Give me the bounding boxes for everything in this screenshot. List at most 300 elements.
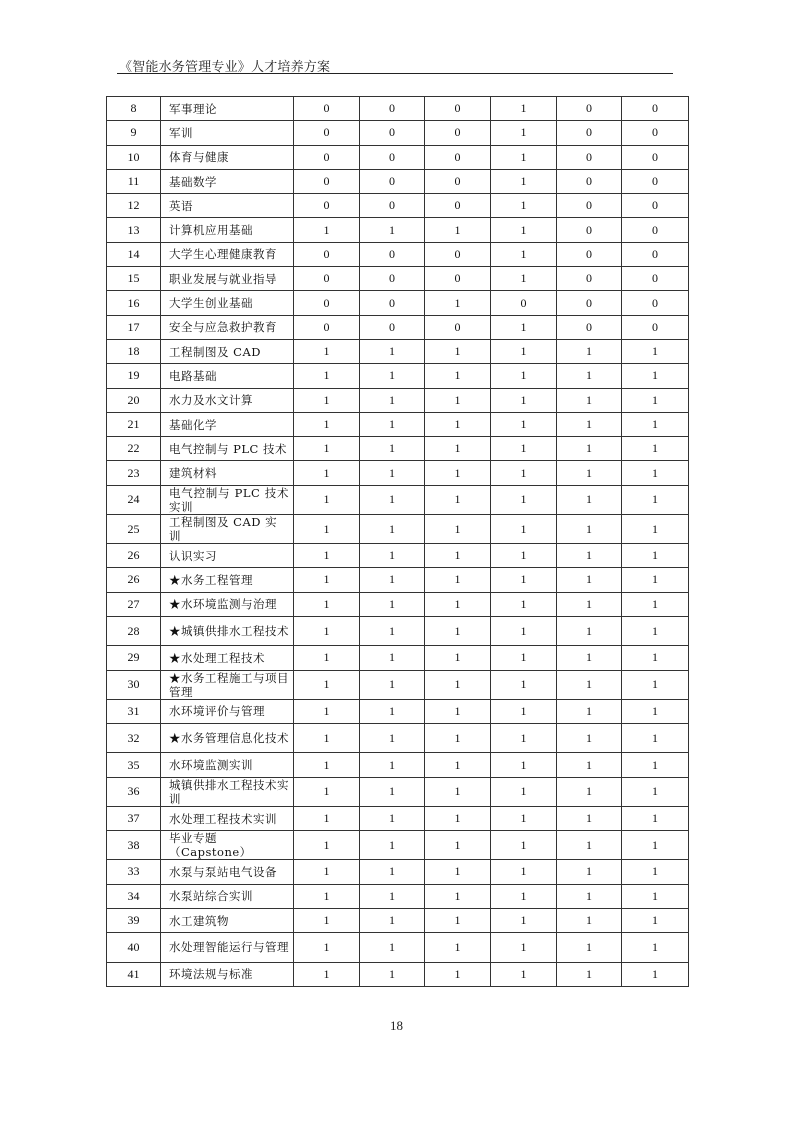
table-row [107,437,689,461]
matrix-value-cell: 1 [360,412,425,436]
matrix-value-cell: 0 [622,315,689,339]
matrix-value-cell: 1 [491,699,557,723]
matrix-value-cell: 1 [491,315,557,339]
matrix-value-cell: 0 [622,218,689,242]
matrix-value-cell: 1 [425,860,491,884]
matrix-value-cell: 1 [294,515,360,544]
matrix-value-cell: 1 [491,544,557,568]
matrix-value-cell: 0 [294,169,360,193]
matrix-value-cell: 1 [491,753,557,777]
matrix-value-cell: 1 [294,724,360,753]
row-number-cell: 39 [107,908,161,932]
row-number-cell: 35 [107,753,161,777]
matrix-value-cell: 1 [491,592,557,616]
matrix-value-cell: 1 [360,908,425,932]
course-name-cell: 基础化学 [161,412,294,436]
matrix-value-cell: 1 [360,699,425,723]
matrix-value-cell: 1 [622,412,689,436]
course-name-cell: 工程制图及 CAD [161,339,294,363]
row-number-cell: 24 [107,485,161,514]
matrix-value-cell: 1 [491,485,557,514]
matrix-value-cell: 1 [491,807,557,831]
row-number-cell: 23 [107,461,161,485]
row-number-cell: 20 [107,388,161,412]
matrix-value-cell: 1 [622,544,689,568]
matrix-value-cell: 1 [294,807,360,831]
matrix-value-cell: 1 [557,753,622,777]
matrix-value-cell: 1 [294,753,360,777]
matrix-value-cell: 1 [622,753,689,777]
matrix-value-cell: 1 [491,568,557,592]
matrix-value-cell: 1 [294,670,360,699]
matrix-value-cell: 0 [425,242,491,266]
course-name-cell: ★水务工程施工与项目管理 [161,670,294,699]
course-name-cell: 工程制图及 CAD 实训 [161,515,294,544]
matrix-value-cell: 1 [425,616,491,645]
matrix-value-cell: 1 [557,461,622,485]
matrix-value-cell: 0 [360,315,425,339]
matrix-value-cell: 1 [557,860,622,884]
matrix-value-cell: 0 [360,145,425,169]
row-number-cell: 8 [107,97,161,121]
matrix-value-cell: 1 [557,544,622,568]
matrix-value-cell: 0 [425,194,491,218]
matrix-value-cell: 1 [622,437,689,461]
matrix-value-cell: 1 [491,616,557,645]
row-number-cell: 25 [107,515,161,544]
matrix-value-cell: 1 [360,461,425,485]
table-row [107,884,689,908]
course-name-cell: 基础数学 [161,169,294,193]
course-name-cell: 水处理智能运行与管理 [161,933,294,962]
matrix-value-cell: 1 [622,699,689,723]
matrix-value-cell: 0 [425,267,491,291]
matrix-value-cell: 1 [557,339,622,363]
matrix-value-cell: 0 [425,145,491,169]
matrix-value-cell: 1 [425,515,491,544]
row-number-cell: 38 [107,831,161,860]
table-row [107,670,689,699]
matrix-value-cell: 1 [491,97,557,121]
course-name-cell: 水力及水文计算 [161,388,294,412]
matrix-value-cell: 1 [622,860,689,884]
matrix-value-cell: 1 [491,933,557,962]
row-number-cell: 40 [107,933,161,962]
matrix-value-cell: 1 [360,646,425,670]
table-row [107,461,689,485]
row-number-cell: 10 [107,145,161,169]
course-name-cell: ★城镇供排水工程技术 [161,616,294,645]
table-row [107,194,689,218]
matrix-value-cell: 1 [622,364,689,388]
matrix-value-cell: 1 [425,831,491,860]
course-name-cell: 环境法规与标准 [161,962,294,986]
matrix-value-cell: 1 [491,515,557,544]
matrix-value-cell: 1 [491,121,557,145]
matrix-value-cell: 1 [622,646,689,670]
matrix-value-cell: 1 [294,437,360,461]
table-row [107,777,689,806]
matrix-value-cell: 1 [294,544,360,568]
table-row [107,753,689,777]
course-name-cell: 体育与健康 [161,145,294,169]
matrix-value-cell: 1 [294,616,360,645]
matrix-value-cell: 1 [491,724,557,753]
row-number-cell: 29 [107,646,161,670]
matrix-value-cell: 1 [294,218,360,242]
matrix-value-cell: 0 [360,97,425,121]
matrix-value-cell: 1 [622,616,689,645]
matrix-value-cell: 0 [294,315,360,339]
matrix-value-cell: 1 [491,646,557,670]
matrix-value-cell: 0 [557,194,622,218]
matrix-value-cell: 1 [557,699,622,723]
matrix-value-cell: 0 [425,121,491,145]
matrix-value-cell: 1 [425,724,491,753]
matrix-value-cell: 1 [622,592,689,616]
matrix-value-cell: 1 [622,388,689,412]
table-row [107,121,689,145]
matrix-value-cell: 0 [557,267,622,291]
row-number-cell: 36 [107,777,161,806]
matrix-value-cell: 1 [491,461,557,485]
matrix-value-cell: 0 [622,145,689,169]
matrix-value-cell: 1 [425,753,491,777]
matrix-value-cell: 1 [491,145,557,169]
table-row [107,962,689,986]
row-number-cell: 15 [107,267,161,291]
matrix-value-cell: 1 [360,437,425,461]
course-name-cell: ★水务工程管理 [161,568,294,592]
matrix-value-cell: 1 [425,544,491,568]
matrix-value-cell: 1 [491,218,557,242]
matrix-value-cell: 0 [622,169,689,193]
matrix-value-cell: 1 [294,364,360,388]
table-body [107,97,689,987]
matrix-value-cell: 0 [557,242,622,266]
row-number-cell: 21 [107,412,161,436]
row-number-cell: 14 [107,242,161,266]
matrix-value-cell: 0 [622,242,689,266]
matrix-value-cell: 1 [622,908,689,932]
matrix-value-cell: 1 [557,884,622,908]
row-number-cell: 26 [107,544,161,568]
matrix-value-cell: 1 [622,962,689,986]
matrix-value-cell: 0 [294,291,360,315]
matrix-value-cell: 0 [425,97,491,121]
matrix-value-cell: 0 [557,315,622,339]
matrix-value-cell: 1 [360,544,425,568]
matrix-value-cell: 1 [622,670,689,699]
matrix-value-cell: 1 [491,908,557,932]
matrix-value-cell: 1 [491,194,557,218]
matrix-value-cell: 1 [360,515,425,544]
matrix-value-cell: 1 [425,364,491,388]
matrix-value-cell: 1 [425,291,491,315]
matrix-value-cell: 1 [557,777,622,806]
matrix-value-cell: 1 [360,753,425,777]
matrix-value-cell: 1 [294,933,360,962]
matrix-value-cell: 0 [622,267,689,291]
table-row [107,616,689,645]
matrix-value-cell: 1 [622,807,689,831]
course-name-cell: 计算机应用基础 [161,218,294,242]
matrix-value-cell: 1 [294,777,360,806]
table-row [107,908,689,932]
course-name-cell: ★水务管理信息化技术 [161,724,294,753]
matrix-value-cell: 1 [294,962,360,986]
row-number-cell: 41 [107,962,161,986]
matrix-value-cell: 1 [294,884,360,908]
matrix-value-cell: 0 [360,169,425,193]
matrix-value-cell: 1 [360,616,425,645]
matrix-value-cell: 1 [557,962,622,986]
table-row [107,242,689,266]
matrix-value-cell: 1 [557,568,622,592]
matrix-value-cell: 1 [491,242,557,266]
matrix-value-cell: 1 [425,933,491,962]
matrix-value-cell: 1 [360,592,425,616]
matrix-value-cell: 1 [360,807,425,831]
matrix-value-cell: 1 [425,461,491,485]
matrix-value-cell: 1 [425,437,491,461]
matrix-value-cell: 0 [491,291,557,315]
matrix-value-cell: 1 [557,592,622,616]
row-number-cell: 9 [107,121,161,145]
course-name-cell: 城镇供排水工程技术实训 [161,777,294,806]
matrix-value-cell: 1 [557,616,622,645]
table-row [107,568,689,592]
table-row [107,831,689,860]
row-number-cell: 22 [107,437,161,461]
document-header-title: 《智能水务管理专业》人才培养方案 [119,60,331,75]
matrix-value-cell: 1 [622,933,689,962]
matrix-value-cell: 1 [360,670,425,699]
matrix-value-cell: 1 [294,860,360,884]
matrix-value-cell: 1 [425,339,491,363]
matrix-value-cell: 0 [294,267,360,291]
row-number-cell: 32 [107,724,161,753]
matrix-value-cell: 0 [557,291,622,315]
row-number-cell: 30 [107,670,161,699]
matrix-value-cell: 1 [622,777,689,806]
course-name-cell: 水泵站综合实训 [161,884,294,908]
matrix-value-cell: 1 [360,568,425,592]
matrix-value-cell: 1 [622,339,689,363]
matrix-value-cell: 1 [360,388,425,412]
matrix-value-cell: 1 [294,388,360,412]
course-name-cell: ★水处理工程技术 [161,646,294,670]
header-divider [117,73,673,74]
matrix-value-cell: 1 [425,485,491,514]
course-name-cell: 安全与应急救护教育 [161,315,294,339]
row-number-cell: 34 [107,884,161,908]
matrix-value-cell: 1 [425,699,491,723]
matrix-value-cell: 1 [491,670,557,699]
course-name-cell: 军训 [161,121,294,145]
matrix-value-cell: 1 [557,724,622,753]
matrix-value-cell: 1 [425,592,491,616]
course-competency-matrix-table [106,96,689,987]
course-name-cell: 职业发展与就业指导 [161,267,294,291]
matrix-value-cell: 0 [360,242,425,266]
table-row [107,388,689,412]
matrix-value-cell: 1 [360,831,425,860]
matrix-value-cell: 1 [294,908,360,932]
row-number-cell: 11 [107,169,161,193]
matrix-value-cell: 1 [622,884,689,908]
matrix-value-cell: 1 [557,933,622,962]
matrix-value-cell: 1 [557,831,622,860]
table-row [107,339,689,363]
matrix-value-cell: 1 [294,568,360,592]
course-name-cell: 军事理论 [161,97,294,121]
matrix-value-cell: 0 [425,169,491,193]
matrix-value-cell: 1 [491,267,557,291]
table-row [107,699,689,723]
row-number-cell: 37 [107,807,161,831]
course-name-cell: 毕业专题（Capstone） [161,831,294,860]
matrix-value-cell: 0 [360,267,425,291]
matrix-value-cell: 1 [294,646,360,670]
course-name-cell: 建筑材料 [161,461,294,485]
course-name-cell: 水环境监测实训 [161,753,294,777]
matrix-value-cell: 0 [622,291,689,315]
row-number-cell: 31 [107,699,161,723]
matrix-value-cell: 1 [557,646,622,670]
matrix-value-cell: 1 [491,962,557,986]
table-row [107,544,689,568]
matrix-value-cell: 0 [557,121,622,145]
matrix-value-cell: 1 [360,364,425,388]
matrix-value-cell: 1 [491,884,557,908]
course-name-cell: 认识实习 [161,544,294,568]
matrix-value-cell: 1 [622,485,689,514]
matrix-value-cell: 0 [294,145,360,169]
matrix-value-cell: 1 [425,962,491,986]
matrix-value-cell: 0 [294,97,360,121]
matrix-value-cell: 1 [294,592,360,616]
row-number-cell: 28 [107,616,161,645]
table-row [107,724,689,753]
matrix-value-cell: 0 [294,242,360,266]
matrix-value-cell: 1 [360,339,425,363]
matrix-value-cell: 1 [425,568,491,592]
matrix-value-cell: 0 [622,97,689,121]
matrix-value-cell: 1 [622,831,689,860]
matrix-value-cell: 0 [557,97,622,121]
course-name-cell: 电路基础 [161,364,294,388]
row-number-cell: 12 [107,194,161,218]
table-row [107,291,689,315]
course-name-cell: 水泵与泵站电气设备 [161,860,294,884]
matrix-value-cell: 1 [491,169,557,193]
matrix-value-cell: 0 [425,315,491,339]
table-row [107,145,689,169]
matrix-value-cell: 1 [294,461,360,485]
table-row [107,97,689,121]
matrix-value-cell: 0 [622,194,689,218]
course-name-cell: 电气控制与 PLC 技术 [161,437,294,461]
table-row [107,315,689,339]
table-row [107,646,689,670]
matrix-value-cell: 0 [360,291,425,315]
matrix-value-cell: 1 [294,339,360,363]
matrix-value-cell: 0 [557,218,622,242]
row-number-cell: 16 [107,291,161,315]
matrix-value-cell: 1 [622,515,689,544]
matrix-value-cell: 1 [425,388,491,412]
matrix-value-cell: 0 [360,194,425,218]
matrix-value-cell: 1 [491,412,557,436]
matrix-value-cell: 0 [557,145,622,169]
matrix-value-cell: 1 [425,218,491,242]
matrix-value-cell: 0 [360,121,425,145]
table-row [107,592,689,616]
page-number: 18 [390,1018,403,1033]
matrix-value-cell: 1 [557,908,622,932]
matrix-value-cell: 1 [360,962,425,986]
matrix-value-cell: 1 [622,724,689,753]
matrix-value-cell: 1 [360,724,425,753]
matrix-value-cell: 1 [360,860,425,884]
matrix-value-cell: 1 [425,670,491,699]
row-number-cell: 17 [107,315,161,339]
course-name-cell: 水工建筑物 [161,908,294,932]
matrix-value-cell: 0 [557,169,622,193]
table-row [107,267,689,291]
matrix-value-cell: 1 [491,437,557,461]
table-row [107,485,689,514]
course-name-cell: 水环境评价与管理 [161,699,294,723]
matrix-value-cell: 1 [294,485,360,514]
matrix-value-cell: 1 [622,461,689,485]
table-row [107,515,689,544]
table-row [107,807,689,831]
matrix-value-cell: 0 [294,121,360,145]
matrix-value-cell: 0 [622,121,689,145]
matrix-value-cell: 1 [491,777,557,806]
matrix-value-cell: 1 [360,933,425,962]
course-name-cell: 水处理工程技术实训 [161,807,294,831]
table-row [107,218,689,242]
row-number-cell: 26 [107,568,161,592]
row-number-cell: 18 [107,339,161,363]
matrix-value-cell: 1 [425,646,491,670]
course-name-cell: 英语 [161,194,294,218]
matrix-value-cell: 1 [557,515,622,544]
table-row [107,364,689,388]
matrix-value-cell: 1 [491,860,557,884]
matrix-value-cell: 1 [294,699,360,723]
matrix-value-cell: 1 [425,777,491,806]
matrix-value-cell: 1 [360,777,425,806]
table-row [107,860,689,884]
matrix-value-cell: 1 [425,884,491,908]
matrix-value-cell: 1 [557,670,622,699]
matrix-value-cell: 1 [557,437,622,461]
matrix-value-cell: 1 [294,831,360,860]
row-number-cell: 33 [107,860,161,884]
table-row [107,412,689,436]
course-name-cell: 大学生创业基础 [161,291,294,315]
matrix-value-cell: 1 [360,884,425,908]
matrix-value-cell: 1 [425,908,491,932]
matrix-value-cell: 1 [294,412,360,436]
course-name-cell: 电气控制与 PLC 技术实训 [161,485,294,514]
matrix-value-cell: 1 [557,364,622,388]
matrix-value-cell: 1 [491,339,557,363]
